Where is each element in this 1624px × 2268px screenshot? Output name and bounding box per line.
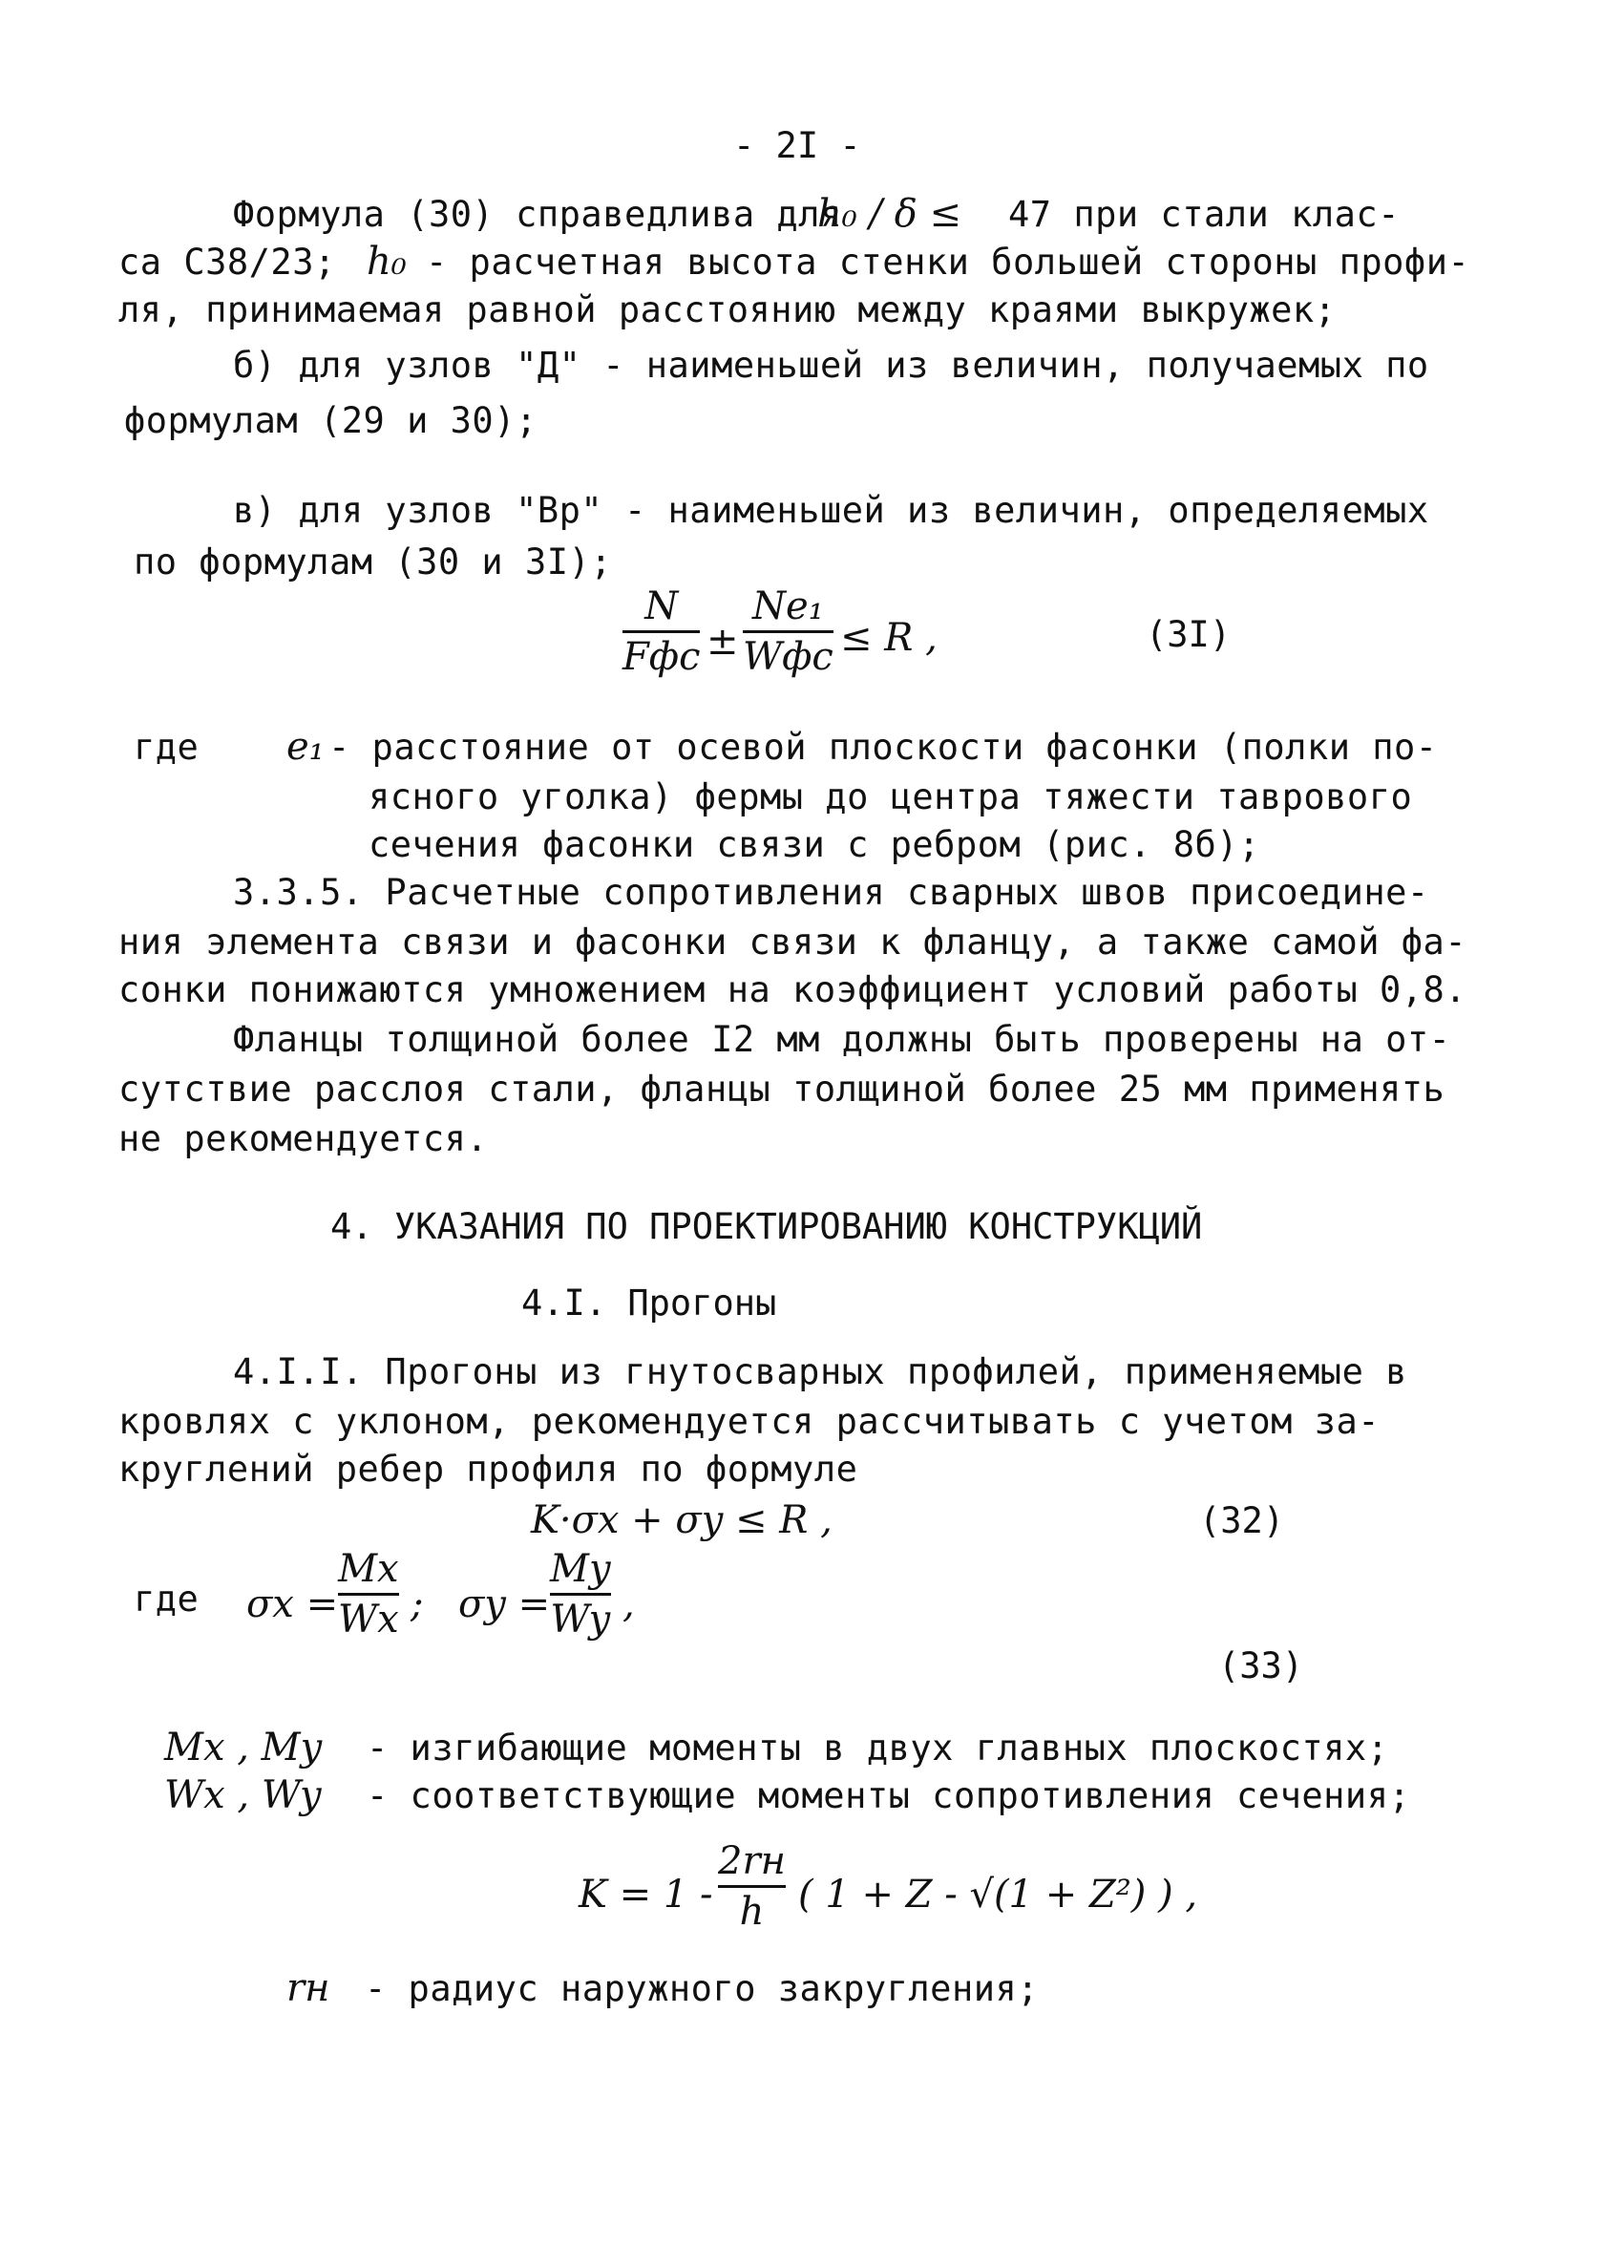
formula-33-denominator-1: Wx (338, 1598, 399, 1642)
formula-31-denominator-1: Fфс (622, 635, 701, 679)
formula-31-fraction-1 (622, 584, 700, 679)
formula-33-sigma-x: σx = (246, 1582, 339, 1626)
formula-31-numerator-2: Ne₁ (752, 584, 824, 628)
paragraph-text: по формулам (30 и 3I); (134, 541, 613, 583)
formula-h0: h₀ (367, 240, 407, 284)
formula-wx-wy: Wx , Wy (164, 1773, 322, 1817)
fraction-bar (622, 630, 700, 633)
equation-number-32: (32) (1199, 1500, 1285, 1541)
fraction-bar (338, 1593, 399, 1596)
paragraph-text: 4.I.I. Прогоны из гнутосварных профилей, применяемые в (233, 1351, 1407, 1392)
formula-33-denominator-2: Wy (550, 1598, 611, 1642)
paragraph-text: Формула (30) справедлива для (233, 194, 842, 235)
paragraph-text: круглений ребер профиля по формуле (118, 1449, 858, 1490)
definition-text: ясного уголка) фермы до центра тяжести таврового (369, 776, 1413, 817)
equation-number-31: (3I) (1146, 614, 1232, 655)
formula-32: K·σx + σy ≤ R , (531, 1498, 833, 1542)
paragraph-text: формулам (29 и 30); (124, 400, 538, 441)
paragraph-text: сутствие расслоя стали, фланцы толщиной более 25 мм применять (118, 1069, 1445, 1110)
formula-k-fraction (718, 1839, 786, 1934)
formula-33-fraction-2 (550, 1547, 611, 1642)
definition-text: - изгибающие моменты в двух главных плоскостях; (367, 1727, 1389, 1769)
paragraph-text: Фланцы толщиной более I2 мм должны быть проверены на от- (233, 1019, 1451, 1060)
paragraph-text: не рекомендуется. (118, 1118, 489, 1159)
subsection-heading: 4.I. Прогоны (521, 1282, 777, 1324)
paragraph-text: б) для узлов "Д" - наименьшей из величин, получаемых по (233, 345, 1429, 386)
formula-k-rest: ( 1 + Z - √(1 + Z²) ) , (798, 1873, 1198, 1917)
definition-text: - расстояние от осевой плоскости фасонки (полки по- (328, 727, 1438, 768)
where-label: где (134, 727, 200, 768)
formula-33-sigma-y: σy = (458, 1582, 551, 1626)
paragraph-text: кровлях с уклоном, рекомендуется рассчитывать с учетом за- (118, 1401, 1381, 1442)
formula-31-tail: ≤ R , (840, 616, 938, 660)
fraction-bar (550, 1593, 611, 1596)
section-heading: 4. УКАЗАНИЯ ПО ПРОЕКТИРОВАНИЮ КОНСТРУКЦИЙ (330, 1206, 1203, 1247)
formula-31-fraction-2 (743, 584, 833, 679)
definition-text: - соответствующие моменты сопротивления сечения; (367, 1775, 1411, 1816)
definition-text: - радиус наружного закругления; (365, 1968, 1040, 2009)
formula-33-fraction-1 (338, 1547, 399, 1642)
formula-33-end: , (622, 1582, 635, 1626)
fraction-bar (743, 630, 833, 633)
paragraph-text: - расчетная высота стенки большей стороны профи- (426, 242, 1470, 283)
page-number: - 2I - (733, 125, 861, 166)
paragraph-text: в) для узлов "Вр" - наименьшей из величин, определяемых (233, 490, 1429, 531)
formula-e1: e₁ (286, 725, 325, 769)
paragraph-text: сонки понижаются умножением на коэффициент условий работы 0,8. (118, 969, 1467, 1010)
formula-h0-ratio: h₀ / δ ≤ (817, 192, 962, 236)
formula-mx-my: Mx , My (164, 1726, 323, 1770)
formula-k-denominator: h (739, 1890, 765, 1934)
where-label: где (134, 1579, 200, 1620)
paragraph-text: 3.3.5. Расчетные сопротивления сварных швов присоедине- (233, 872, 1429, 913)
formula-31-numerator-1: N (644, 584, 679, 628)
formula-k-numerator: 2rн (718, 1839, 786, 1883)
definition-text: сечения фасонки связи с ребром (рис. 8б); (369, 824, 1260, 865)
fraction-bar (718, 1885, 786, 1888)
formula-33-numerator-2: My (550, 1547, 611, 1591)
formula-33-numerator-1: Mx (338, 1547, 399, 1591)
equation-number-33: (33) (1218, 1645, 1304, 1686)
paragraph-text: ния элемента связи и фасонки связи к фланцу, а также самой фа- (118, 922, 1467, 963)
formula-31-denominator-2: Wфс (743, 635, 833, 679)
paragraph-text: са С38/23; (118, 242, 336, 283)
formula-33-separator: ; (411, 1582, 424, 1626)
paragraph-text: 47 при стали клас- (1008, 194, 1400, 235)
formula-k-lhs: K = 1 - (579, 1873, 713, 1917)
formula-rh: rн (286, 1966, 330, 2010)
paragraph-text: ля, принимаемая равной расстоянию между краями выкружек; (118, 289, 1337, 330)
formula-31-plus-minus: ± (707, 620, 739, 664)
